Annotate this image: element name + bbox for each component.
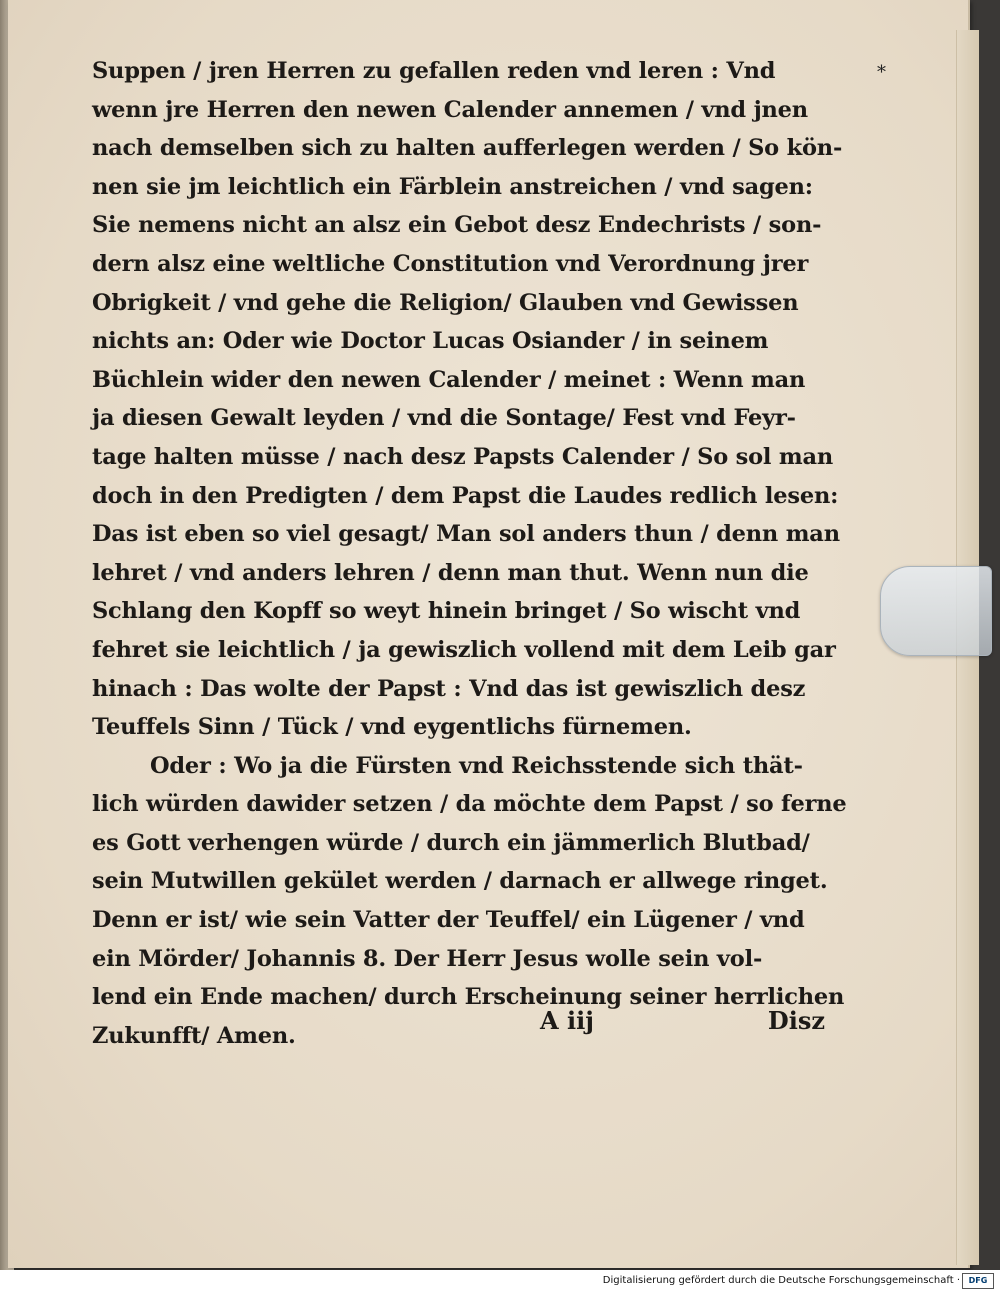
text-line: fehret sie leichtlich / ja gewiszlich vollend mit dem Leib gar: [92, 636, 836, 663]
dfg-logo: DFG: [962, 1273, 994, 1289]
marginal-mark: *: [877, 62, 886, 83]
page-footer: [92, 1006, 837, 1046]
page-text: [92, 52, 847, 1055]
text-line: ein Mörder/ Johannis 8. Der Herr Jesus wolle sein vol-: [92, 945, 763, 972]
text-line: Das ist eben so viel gesagt/ Man sol anders thun / denn man: [92, 521, 840, 548]
text-line: Schlang den Kopff so weyt hinein bringet / So wischt vnd: [92, 598, 801, 625]
funding-credit: Digitalisierung gefördert durch die Deutsche Forschungsgemeinschaft ·: [602, 1275, 960, 1286]
text-line: Sie nemens nicht an alsz ein Gebot desz Endechrists / son-: [92, 212, 822, 239]
text-line: lehret / vnd anders lehren / denn man thut. Wenn nun die: [92, 559, 809, 586]
text-line: Büchlein wider den newen Calender / meinet : Wenn man: [92, 366, 806, 393]
signature-mark: A iij: [540, 1006, 594, 1035]
text-line: ja diesen Gewalt leyden / vnd die Sontage/ Fest vnd Feyr-: [92, 405, 796, 432]
text-line: Denn er ist/ wie sein Vatter der Teuffel/ ein Lügener / vnd: [92, 907, 805, 934]
text-line: nichts an: Oder wie Doctor Lucas Osiander / in seinem: [92, 328, 769, 355]
text-line: Zukunfft/ Amen.: [92, 1022, 296, 1049]
text-line: nach demselben sich zu halten aufferlegen werden / So kön-: [92, 135, 843, 162]
text-line: dern alsz eine weltliche Constitution vnd Verordnung jrer: [92, 250, 809, 277]
text-line: lich würden dawider setzen / da möchte dem Papst / so ferne: [92, 791, 847, 818]
text-line: sein Mutwillen gekület werden / darnach er allwege ringet.: [92, 868, 828, 895]
text-line: wenn jre Herren den newen Calender annemen / vnd jnen: [92, 96, 808, 123]
text-line: lend ein Ende machen/ durch Erscheinung seiner herrlichen: [92, 984, 845, 1011]
text-line: tage halten müsse / nach desz Papsts Calender / So sol man: [92, 443, 834, 470]
paragraph-start-line: Oder : Wo ja die Fürsten vnd Reichsstende sich thät-: [150, 752, 803, 779]
text-line: Suppen / jren Herren zu gefallen reden vnd leren : Vnd: [92, 58, 776, 84]
text-line: doch in den Predigten / dem Papst die Laudes redlich lesen:: [92, 482, 839, 509]
page-clip: [880, 566, 992, 656]
text-line: Teuffels Sinn / Tück / vnd eygentlichs fürnemen.: [92, 714, 692, 741]
text-line: es Gott verhengen würde / durch ein jämmerlich Blutbad/: [92, 829, 810, 856]
text-line: hinach : Das wolte der Papst : Vnd das ist gewiszlich desz: [92, 675, 806, 702]
text-line: Obrigkeit / vnd gehe die Religion/ Glauben vnd Gewissen: [92, 289, 799, 316]
text-line: nen sie jm leichtlich ein Färblein anstreichen / vnd sagen:: [92, 173, 813, 200]
catchword: Disz: [767, 1006, 825, 1035]
